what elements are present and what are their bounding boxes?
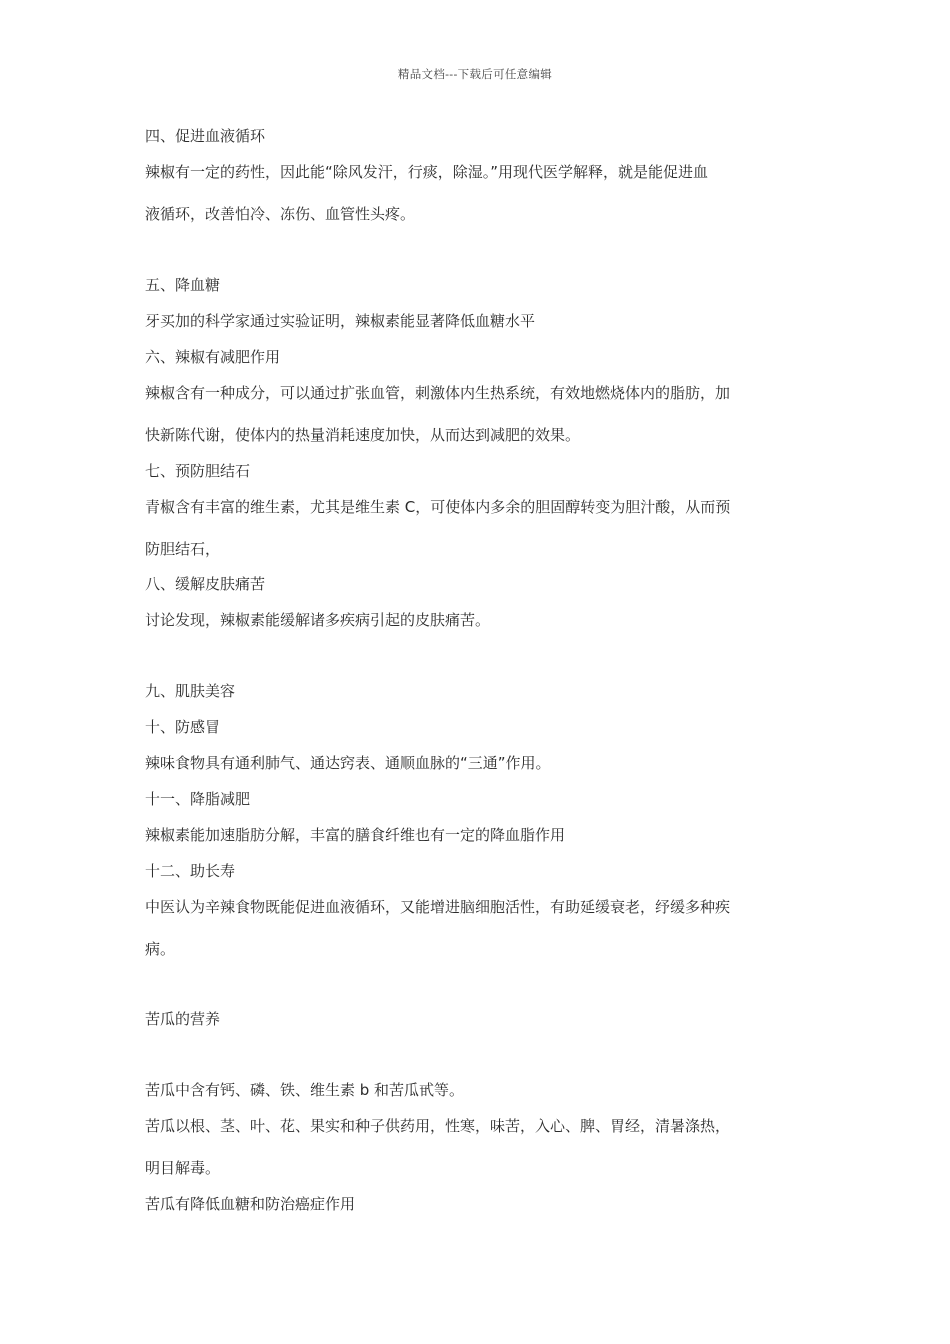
paragraph-line: 中医认为辛辣食物既能促进血液循环，又能增进脑细胞活性，有助延缓衰老，纾缓多种疾 xyxy=(145,898,731,916)
paragraph-line: 辣椒含有一种成分，可以通过扩张血管，刺激体内生热系统，有效地燃烧体内的脂肪，加 xyxy=(145,384,731,402)
paragraph-line: 青椒含有丰富的维生素，尤其是维生素 C，可使体内多余的胆固醇转变为胆汁酸，从而预 xyxy=(145,498,731,516)
paragraph-line: 苦瓜以根、茎、叶、花、果实和种子供药用，性寒，味苦，入心、脾、胃经，清暑涤热， xyxy=(145,1117,731,1135)
section-heading-11: 十一、降脂减肥 xyxy=(145,790,251,808)
paragraph-line: 快新陈代谢，使体内的热量消耗速度加快，从而达到减肥的效果。 xyxy=(145,426,581,444)
paragraph-line: 牙买加的科学家通过实验证明，辣椒素能显著降低血糖水平 xyxy=(145,312,536,330)
page-header: 精品文档---下载后可任意编辑 xyxy=(397,67,553,81)
section-heading-10: 十、防感冒 xyxy=(145,718,221,736)
paragraph-line: 病。 xyxy=(145,940,176,958)
section-heading-6: 六、辣椒有减肥作用 xyxy=(145,348,281,366)
paragraph-line: 讨论发现，辣椒素能缓解诸多疾病引起的皮肤痛苦。 xyxy=(145,611,491,629)
paragraph-line: 辣味食物具有通利肺气、通达窍表、通顺血脉的“三通”作用。 xyxy=(145,754,551,772)
section-heading-4: 四、促进血液循环 xyxy=(145,127,266,145)
section-heading-7: 七、预防胆结石 xyxy=(145,462,251,480)
paragraph-line: 苦瓜有降低血糖和防治癌症作用 xyxy=(145,1195,356,1213)
paragraph-line: 辣椒有一定的药性，因此能“除风发汗，行痰，除湿。”用现代医学解释，就是能促进血 xyxy=(145,163,709,181)
section-title-bitter-melon: 苦瓜的营养 xyxy=(145,1010,221,1028)
section-heading-12: 十二、助长寿 xyxy=(145,862,236,880)
paragraph-line: 苦瓜中含有钙、磷、铁、维生素 b 和苦瓜甙等。 xyxy=(145,1081,465,1099)
paragraph-line: 防胆结石， xyxy=(145,540,221,558)
paragraph-line: 明目解毒。 xyxy=(145,1159,221,1177)
section-heading-8: 八、缓解皮肤痛苦 xyxy=(145,575,266,593)
section-heading-9: 九、肌肤美容 xyxy=(145,682,236,700)
paragraph-line: 辣椒素能加速脂肪分解，丰富的膳食纤维也有一定的降血脂作用 xyxy=(145,826,566,844)
section-heading-5: 五、降血糖 xyxy=(145,276,221,294)
paragraph-line: 液循环，改善怕冷、冻伤、血管性头疼。 xyxy=(145,205,416,223)
